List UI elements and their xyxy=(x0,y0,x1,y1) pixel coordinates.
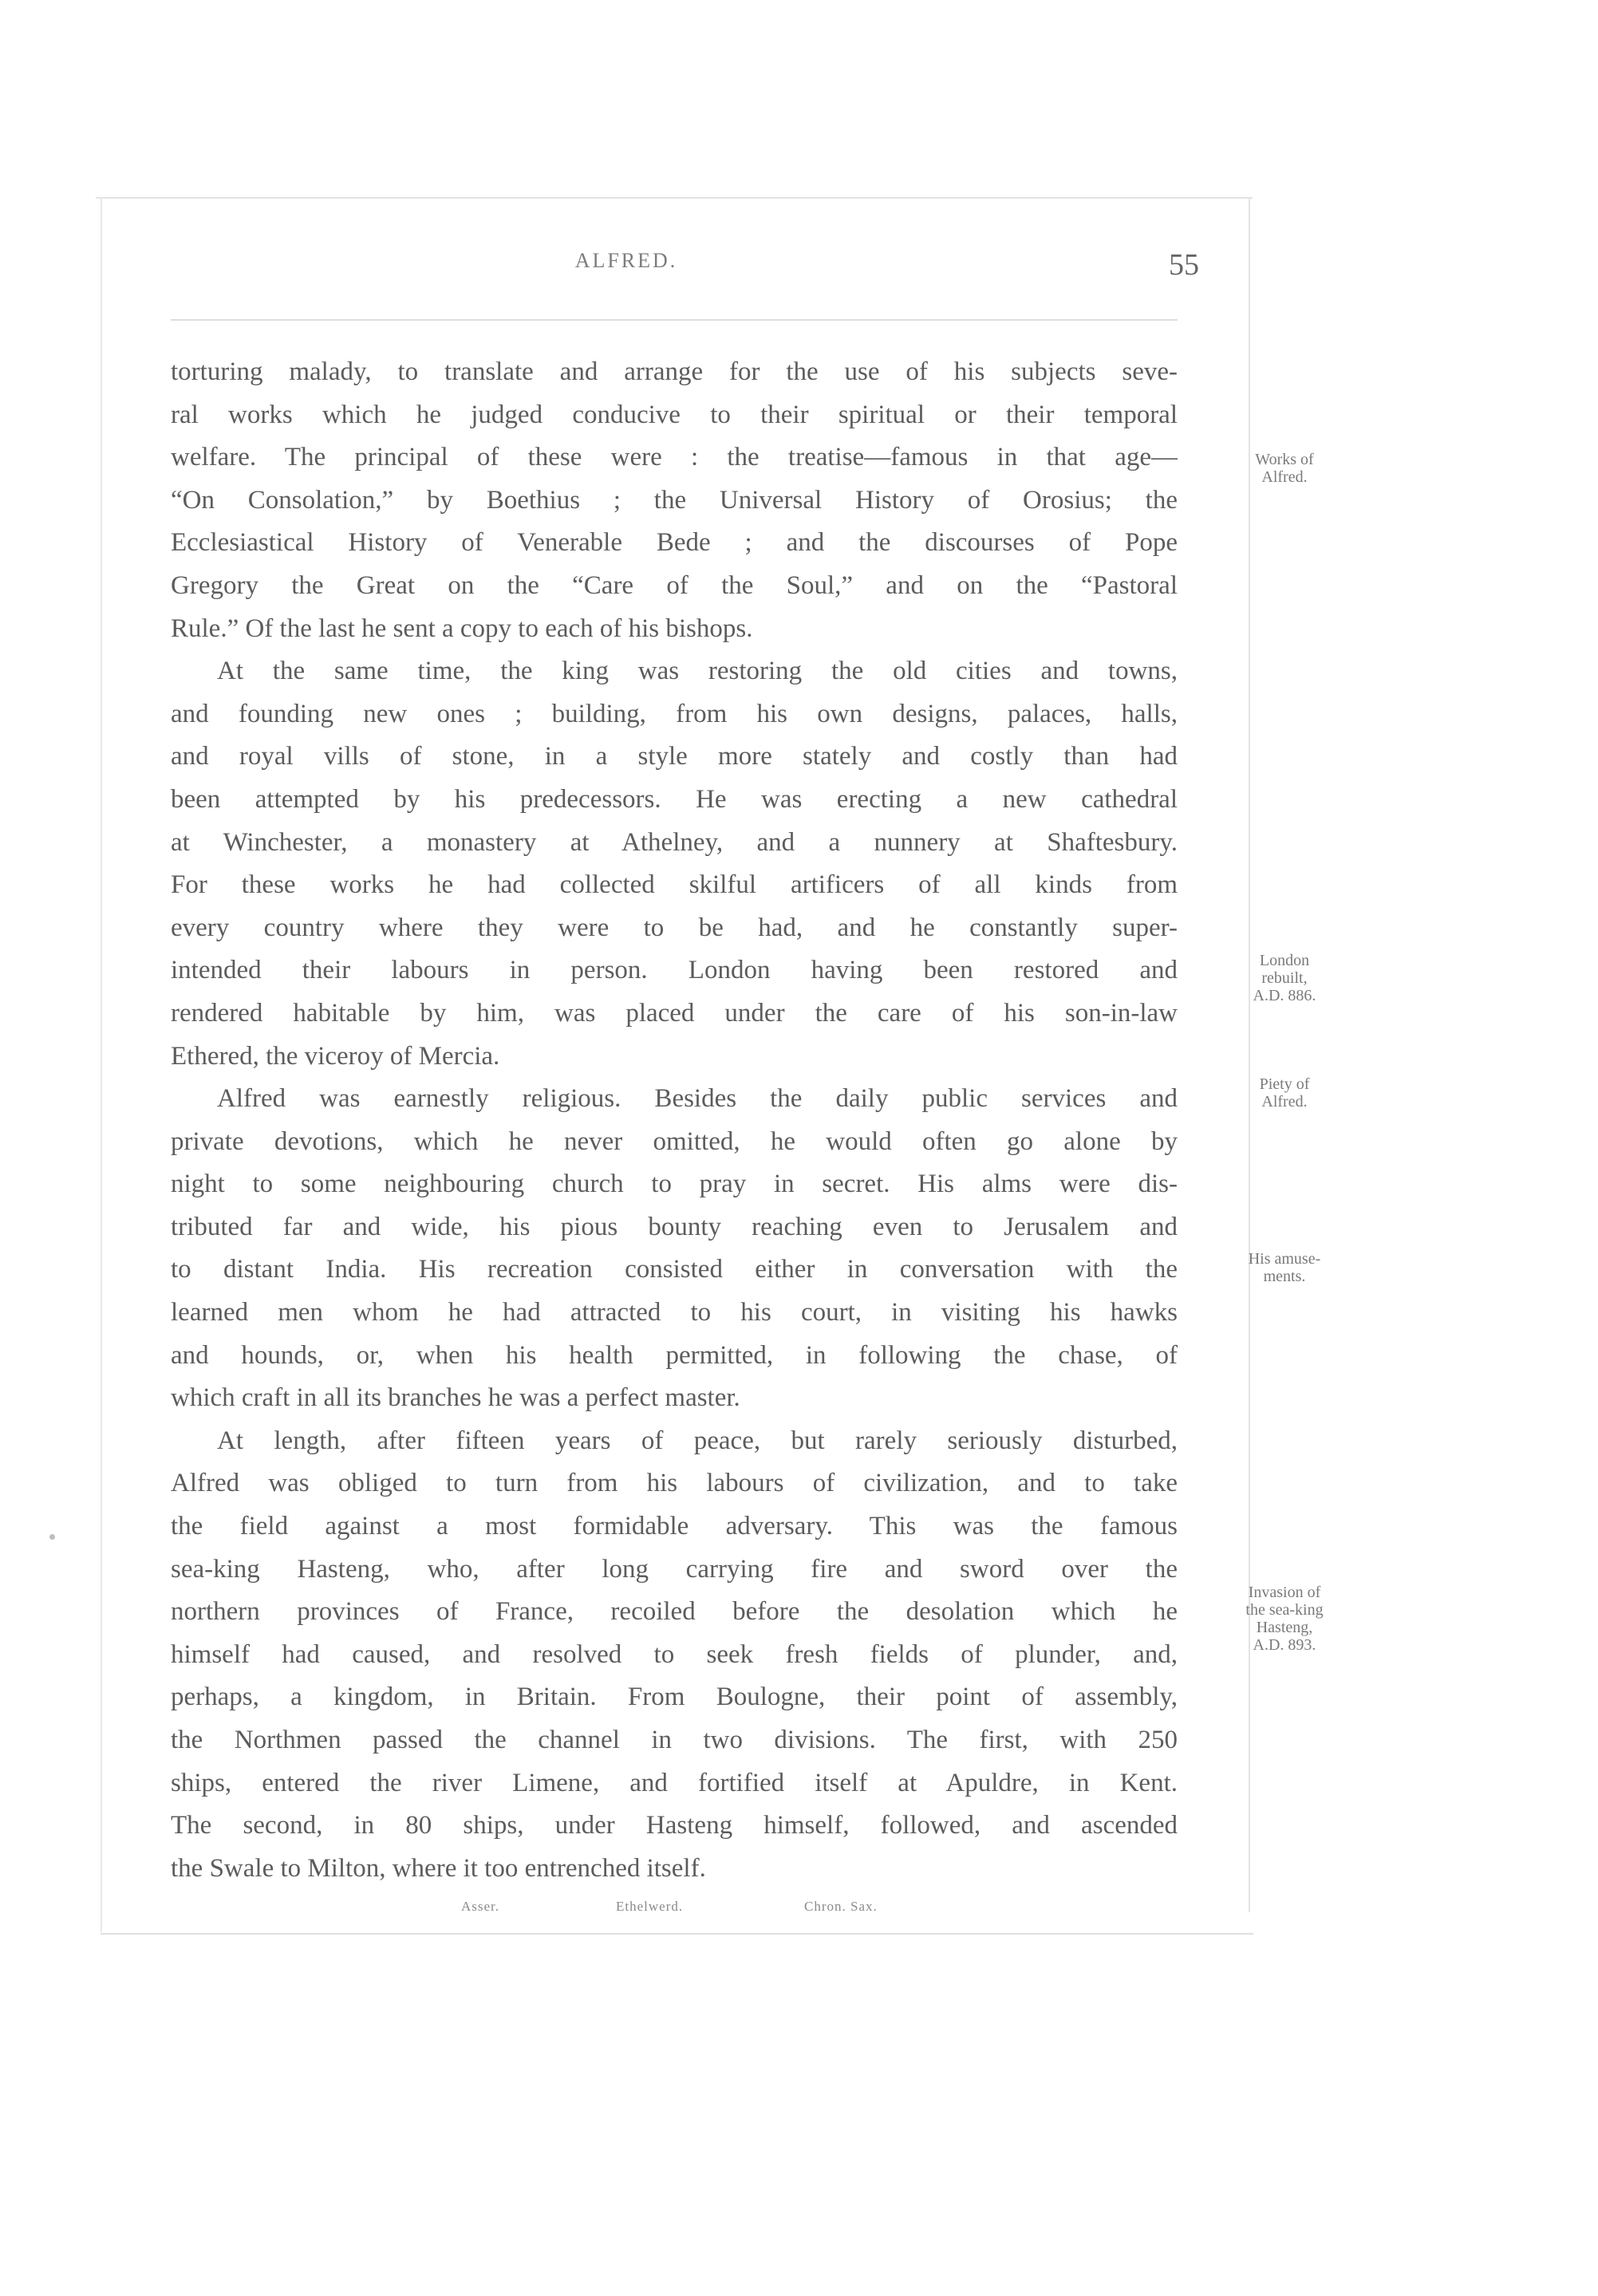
text-line: northern provinces of France, recoiled before the desolation which he xyxy=(171,1597,1178,1627)
page-frame-left-rule xyxy=(101,197,102,1932)
text-line: sea-king Hasteng, who, after long carrying fire and sword over the xyxy=(171,1554,1178,1584)
text-line: the Northmen passed the channel in two divisions. The first, with 250 xyxy=(171,1726,1178,1754)
text-line: intended their labours in person. London having been restored and xyxy=(171,956,1178,985)
text-line: to distant India. His recreation consisted either in conversation with the xyxy=(171,1255,1178,1284)
text-line: the Swale to Milton, where it too entrenched itself. xyxy=(171,1853,706,1883)
side-note-piety-of-alfred xyxy=(1201,1075,1368,1111)
text-line: For these works he had collected skilful artificers of all kinds from xyxy=(171,870,1178,900)
text-line: perhaps, a kingdom, in Britain. From Boulogne, their point of assembly, xyxy=(171,1683,1178,1712)
side-note-line: Alfred. xyxy=(1261,1093,1308,1111)
side-note-works-of-alfred xyxy=(1201,451,1368,486)
text-line: “On Consolation,” by Boethius ; the Universal History of Orosius; the xyxy=(171,485,1178,515)
side-note-line: Invasion of xyxy=(1248,1584,1321,1601)
side-note-line: A.D. 893. xyxy=(1253,1636,1316,1654)
text-line: private devotions, which he never omitted, he would often go alone by xyxy=(171,1126,1178,1156)
text-line: welfare. The principal of these were : the treatise—famous in that age— xyxy=(171,443,1178,472)
text-line: learned men whom he had attracted to his court, in visiting his hawks xyxy=(171,1298,1178,1327)
side-note-invasion-of-hasteng xyxy=(1201,1584,1368,1654)
side-note-line: Piety of xyxy=(1259,1075,1310,1093)
text-line: night to some neighbouring church to pray in secret. His alms were dis- xyxy=(171,1170,1178,1199)
text-line: the field against a most formidable adversary. This was the famous xyxy=(171,1512,1178,1541)
body-text xyxy=(171,351,1178,1890)
side-note-line: Alfred. xyxy=(1261,468,1308,486)
text-line: torturing malady, to translate and arrange for the use of his subjects seve- xyxy=(171,357,1178,386)
side-note-his-amusements xyxy=(1201,1250,1368,1285)
text-line: which craft in all its branches he was a perfect master. xyxy=(171,1383,740,1413)
side-note-line: A.D. 886. xyxy=(1253,987,1316,1004)
text-line: been attempted by his predecessors. He was erecting a new cathedral xyxy=(171,784,1178,814)
side-note-line: ments. xyxy=(1263,1268,1306,1285)
text-line: Rule.” Of the last he sent a copy to each of his bishops. xyxy=(171,613,753,643)
text-line: ral works which he judged conducive to their spiritual or their temporal xyxy=(171,400,1178,429)
side-note-line: rebuilt, xyxy=(1261,969,1308,987)
text-line: ships, entered the river Limene, and fortified itself at Apuldre, in Kent. xyxy=(171,1768,1178,1797)
text-line: and royal vills of stone, in a style more stately and costly than had xyxy=(171,742,1178,771)
text-line: rendered habitable by him, was placed under the care of his son-in-law xyxy=(171,998,1178,1028)
text-line: himself had caused, and resolved to seek fresh fields of plunder, and, xyxy=(171,1639,1178,1669)
text-line: and hounds, or, when his health permitted, in following the chase, of xyxy=(171,1340,1178,1370)
source-note-ethelwerd: Ethelwerd. xyxy=(616,1899,684,1914)
running-head: ALFRED. xyxy=(574,249,678,272)
page-number: 55 xyxy=(1169,248,1199,282)
margin-speck xyxy=(49,1534,55,1540)
text-line: tributed far and wide, his pious bounty reaching even to Jerusalem and xyxy=(171,1212,1178,1241)
source-note-chron-sax: Chron. Sax. xyxy=(804,1899,878,1914)
side-note-line: Hasteng, xyxy=(1256,1619,1313,1636)
text-line: Alfred was obliged to turn from his labours of civilization, and to take xyxy=(171,1469,1178,1498)
side-note-line: London xyxy=(1259,952,1310,969)
paragraph-first-line: At the same time, the king was restoring the old cities and towns, xyxy=(217,657,1178,686)
text-line: every country where they were to be had, and he constantly super- xyxy=(171,913,1178,942)
text-line: Gregory the Great on the “Care of the Soul,” and on the “Pastoral xyxy=(171,570,1178,600)
page-frame-bottom-rule xyxy=(101,1933,1253,1935)
side-note-london-rebuilt xyxy=(1201,952,1368,1004)
side-note-line: the sea-king xyxy=(1245,1601,1324,1619)
side-note-line: Works of xyxy=(1255,451,1314,468)
source-note-asser: Asser. xyxy=(461,1899,500,1914)
page-frame-top-rule xyxy=(96,197,1253,199)
paragraph-first-line: At length, after fifteen years of peace, but rarely seriously disturbed, xyxy=(217,1426,1178,1455)
text-line: at Winchester, a monastery at Athelney, and a nunnery at Shaftesbury. xyxy=(171,827,1178,857)
text-line: Ecclesiastical History of Venerable Bede ; and the discourses of Pope xyxy=(171,528,1178,558)
text-line: and founding new ones ; building, from his own designs, palaces, halls, xyxy=(171,699,1178,728)
text-line: The second, in 80 ships, under Hasteng himself, followed, and ascended xyxy=(171,1811,1178,1840)
side-note-line: His amuse- xyxy=(1248,1250,1321,1268)
text-line: Ethered, the viceroy of Mercia. xyxy=(171,1041,500,1071)
header-rule xyxy=(171,319,1178,321)
paragraph-first-line: Alfred was earnestly religious. Besides the daily public services and xyxy=(217,1084,1178,1114)
